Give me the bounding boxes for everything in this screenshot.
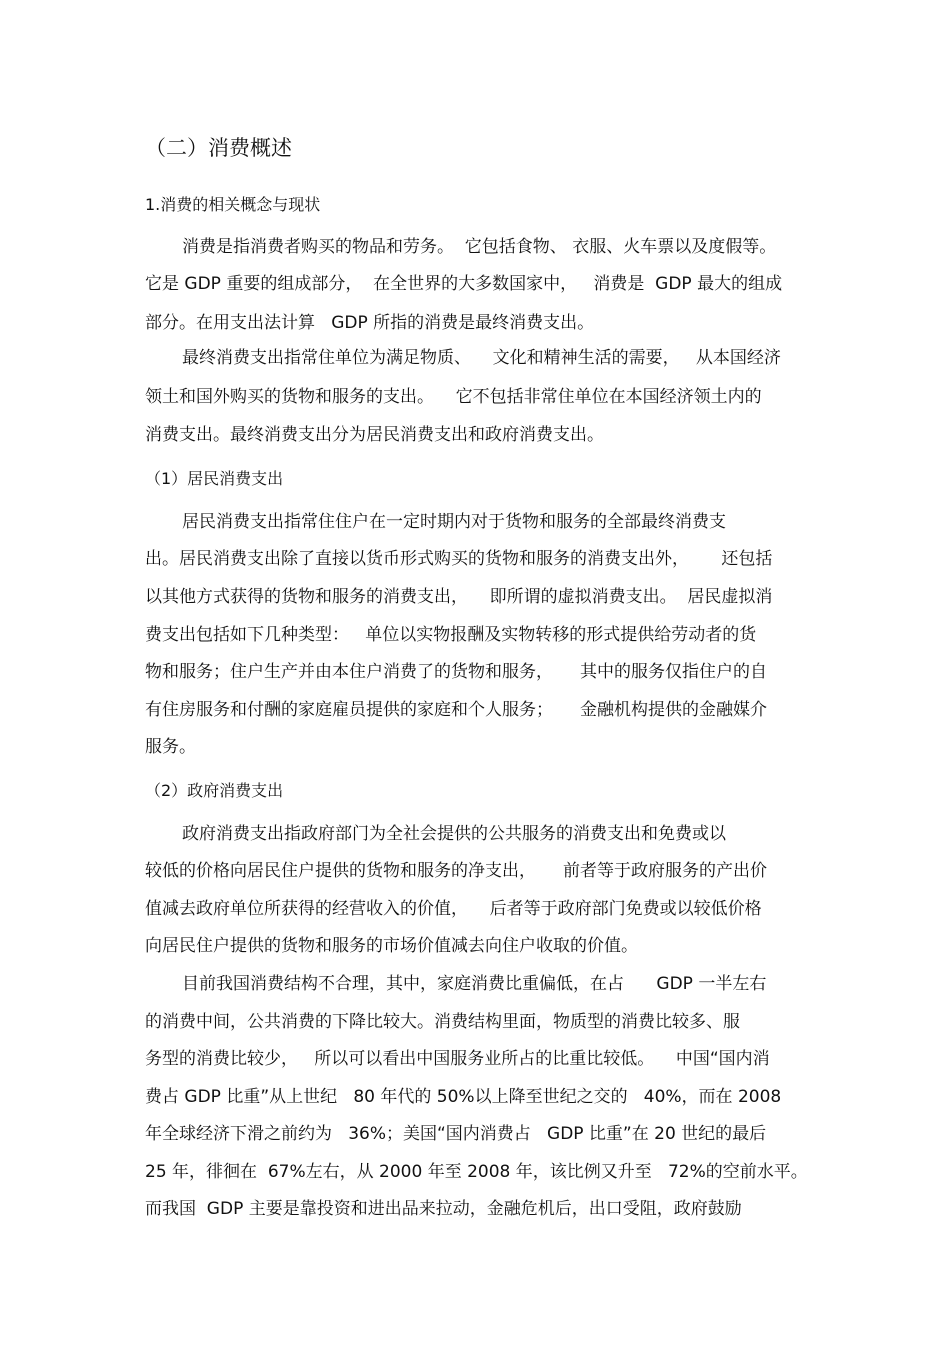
paragraph-line: 而我国 GDP 主要是靠投资和进出品来拉动，金融危机后，出口受阻，政府鼓励 [145,1199,742,1219]
section-title: （二）消费概述 [145,136,292,160]
paragraph-line: 政府消费支出指政府部门为全社会提供的公共服务的消费支出和免费或以 [182,824,726,844]
paragraph-line: 的消费中间，公共消费的下降比较大。消费结构里面，物质型的消费比较多、服 [145,1012,740,1032]
subsection-title: 1.消费的相关概念与现状 [145,195,321,214]
item-title: （2）政府消费支出 [145,781,284,800]
paragraph-line: 最终消费支出指常住单位为满足物质、 文化和精神生活的需要， 从本国经济 [182,348,781,368]
paragraph-line: 费支出包括如下几种类型： 单位以实物报酬及实物转移的形式提供给劳动者的货 [145,625,757,645]
paragraph-line: 较低的价格向居民住户提供的货物和服务的净支出， 前者等于政府服务的产出价 [145,861,768,881]
paragraph-line: 出。居民消费支出除了直接以货币形式购买的货物和服务的消费支出外， 还包括 [145,549,773,569]
paragraph-line: 服务。 [145,737,196,757]
paragraph-line: 它是 GDP 重要的组成部分， 在全世界的大多数国家中， 消费是 GDP 最大的组成 [145,274,783,294]
paragraph-line: 年全球经济下滑之前约为 36%；美国“国内消费占 GDP 比重”在 20 世纪的最后 [145,1124,767,1144]
paragraph-line: 消费是指消费者购买的物品和劳务。 它包括食物、 衣服、火车票以及度假等。 [182,237,777,257]
paragraph-line: 居民消费支出指常住住户在一定时期内对于货物和服务的全部最终消费支 [182,512,726,532]
paragraph-line: 务型的消费比较少， 所以可以看出中国服务业所占的比重比较低。 中国“国内消 [145,1049,770,1069]
item-title: （1）居民消费支出 [145,469,284,488]
paragraph-line: 目前我国消费结构不合理，其中，家庭消费比重偏低，在占 GDP 一半左右 [182,974,767,994]
paragraph-line: 25 年，徘徊在 67%左右，从 2000 年至 2008 年，该比例又升至 72%的空前水平。 [145,1162,808,1182]
paragraph-line: 消费支出。最终消费支出分为居民消费支出和政府消费支出。 [145,425,604,445]
paragraph-line: 向居民住户提供的货物和服务的市场价值减去向住户收取的价值。 [145,936,638,956]
paragraph-line: 值减去政府单位所获得的经营收入的价值， 后者等于政府部门免费或以较低价格 [145,899,762,919]
paragraph-line: 物和服务；住户生产并由本住户消费了的货物和服务， 其中的服务仅指住户的自 [145,662,768,682]
paragraph-line: 有住房服务和付酬的家庭雇员提供的家庭和个人服务； 金融机构提供的金融媒介 [145,700,768,720]
paragraph-line: 领土和国外购买的货物和服务的支出。 它不包括非常住单位在本国经济领土内的 [145,387,762,407]
paragraph-line: 以其他方式获得的货物和服务的消费支出， 即所谓的虚拟消费支出。 居民虚拟消 [145,587,773,607]
paragraph-line: 部分。在用支出法计算 GDP 所指的消费是最终消费支出。 [145,313,595,333]
paragraph-line: 费占 GDP 比重”从上世纪 80 年代的 50%以上降至世纪之交的 40%，而在 2008 [145,1087,782,1107]
